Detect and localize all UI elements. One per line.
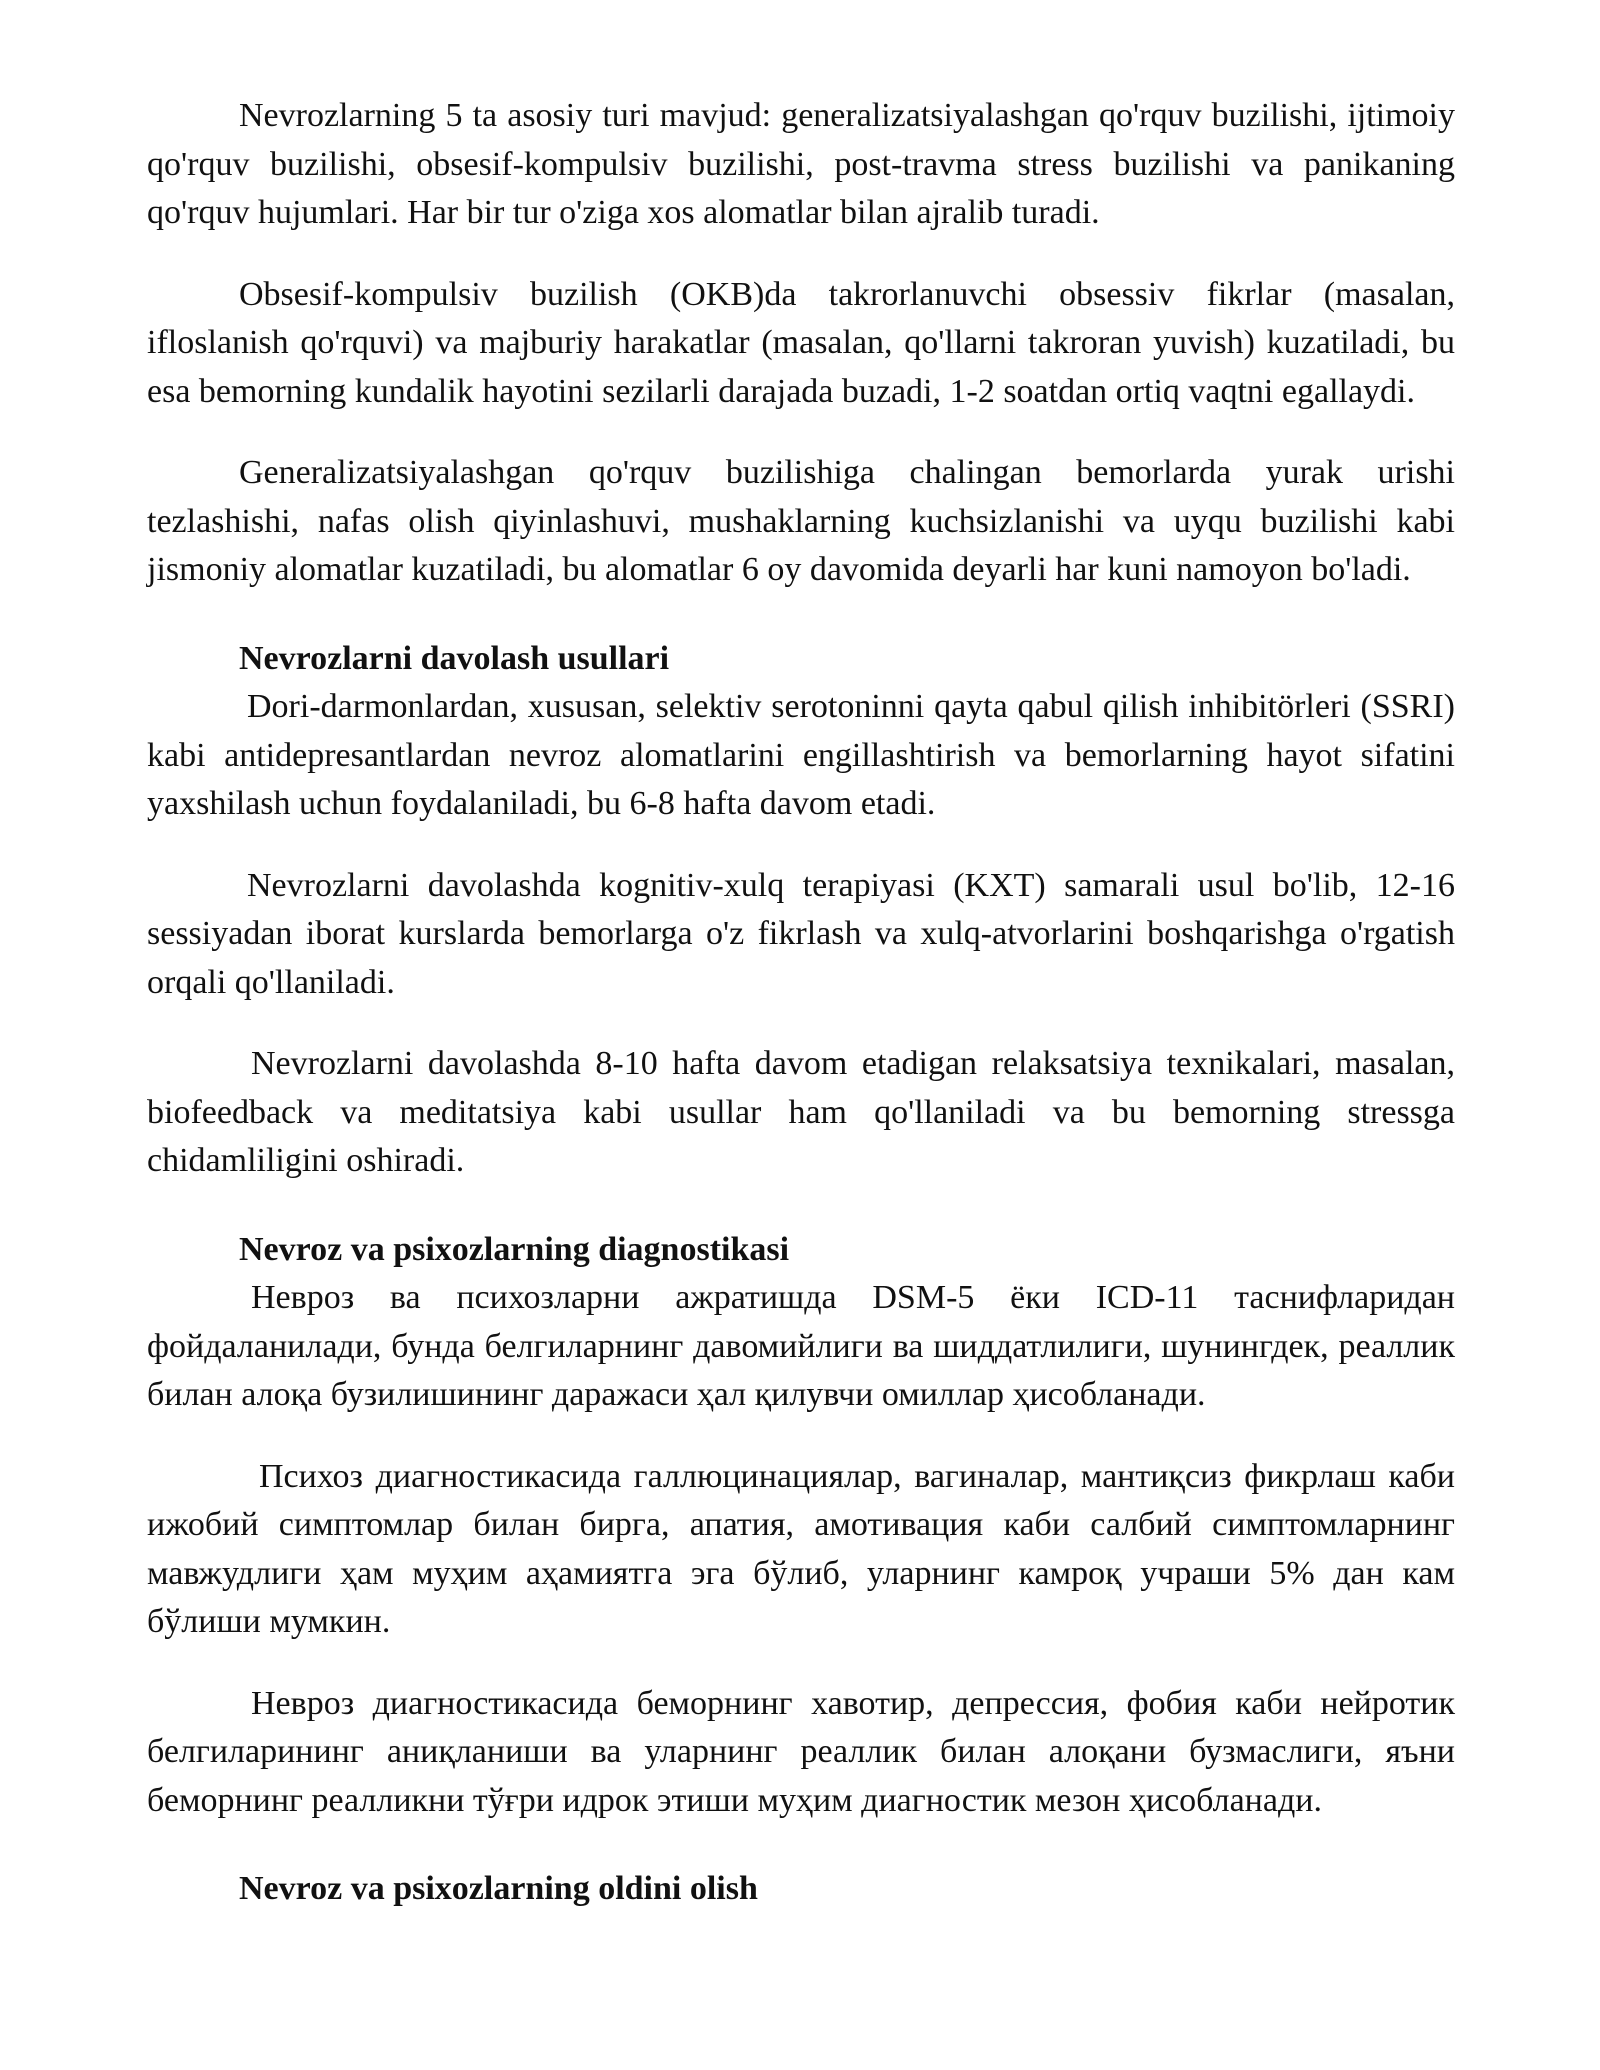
- section-heading-prevention: Nevroz va psixozlarning oldini olish: [239, 1870, 758, 1907]
- section-heading-diagnostics: Nevroz va psixozlarning diagnostikasi: [239, 1230, 790, 1268]
- paragraph-relaxation: Nevrozlarni davolashda 8-10 hafta davom etadigan relaksatsiya texnikalari, masalan, biofeedback va meditatsiya kabi usullar ham qo'llaniladi va bu bemorning stressga chidamliligini oshiradi.: [147, 1045, 1455, 1179]
- paragraph-cbt: Nevrozlarni davolashda kognitiv-xulq terapiyasi (KXT) samarali usul bo'lib, 12-16 sessiyadan iborat kurslarda bemorlarga o'z fikrlash va xulq-atvorlarini boshqarishga o'rgatish orqali qo'llaniladi.: [147, 866, 1455, 1001]
- section-heading-treatment: Nevrozlarni davolash usullari: [239, 639, 670, 677]
- paragraph-psychosis-diagnostics: Психоз диагностикасида галлюцинациялар, вагиналар, мантиқсиз фикрлаш каби ижобий симптомлар билан бирга, апатия, амотивация каби салбий симптомларнинг мавжудлиги ҳам муҳим аҳамиятга эга бўлиб, уларнинг камроқ учраши 5% дан кам бўлиши мумкин.: [147, 1457, 1455, 1640]
- paragraph-generalized-anxiety: Generalizatsiyalashgan qo'rquv buzilishiga chalingan bemorlarda yurak urishi tezlashishi, nafas olish qiyinlashuvi, mushaklarning kuchsizlanishi va uyqu buzilishi kabi jismoniy alomatlar kuzatiladi, bu alomatlar 6 oy davomida deyarli har kuni namoyon bo'ladi.: [147, 454, 1455, 588]
- paragraph-neurosis-diagnostics: Невроз диагностикасида беморнинг хавотир, депрессия, фобия каби нейротик белгиларининг аниқланиши ва уларнинг реаллик билан алоқани бузмаслиги, яъни беморнинг реалликни тўғри идрок этиши муҳим диагностик мезон ҳисобланади.: [147, 1684, 1455, 1819]
- document-page: [147, 92, 1455, 1914]
- paragraph-ocd: Obsesif-kompulsiv buzilish (OKB)da takrorlanuvchi obsessiv fikrlar (masalan, ifloslanish qo'rquvi) va majburiy harakatlar (masalan, qo'llarni takroran yuvish) kuzatiladi, bu esa bemorning kundalik hayotini sezilarli darajada buzadi, 1-2 soatdan ortiq vaqtni egallaydi.: [147, 275, 1455, 410]
- paragraph-medication: Dori-darmonlardan, xususan, selektiv serotoninni qayta qabul qilish inhibitörleri (SSRI) kabi antidepresantlardan nevroz alomatlarini engillashtirish va bemorlarning hayot sifatini yaxshilash uchun foydalaniladi, bu 6-8 hafta davom etadi.: [147, 688, 1455, 822]
- paragraph-neuroses-types: Nevrozlarning 5 ta asosiy turi mavjud: generalizatsiyalashgan qo'rquv buzilishi, ijtimoiy qo'rquv buzilishi, obsesif-kompulsiv buzilishi, post-travma stress buzilishi va panikaning qo'rquv hujumlari. Har bir tur o'ziga xos alomatlar bilan ajralib turadi.: [147, 97, 1455, 231]
- paragraph-dsm-icd: Невроз ва психозларни ажратишда DSM-5 ёки ICD-11 таснифларидан фойдаланилади, бунда белгиларнинг давомийлиги ва шиддатлилиги, шунингдек, реаллик билан алоқа бузилишининг даражаси ҳал қилувчи омиллар ҳисобланади.: [147, 1279, 1455, 1413]
